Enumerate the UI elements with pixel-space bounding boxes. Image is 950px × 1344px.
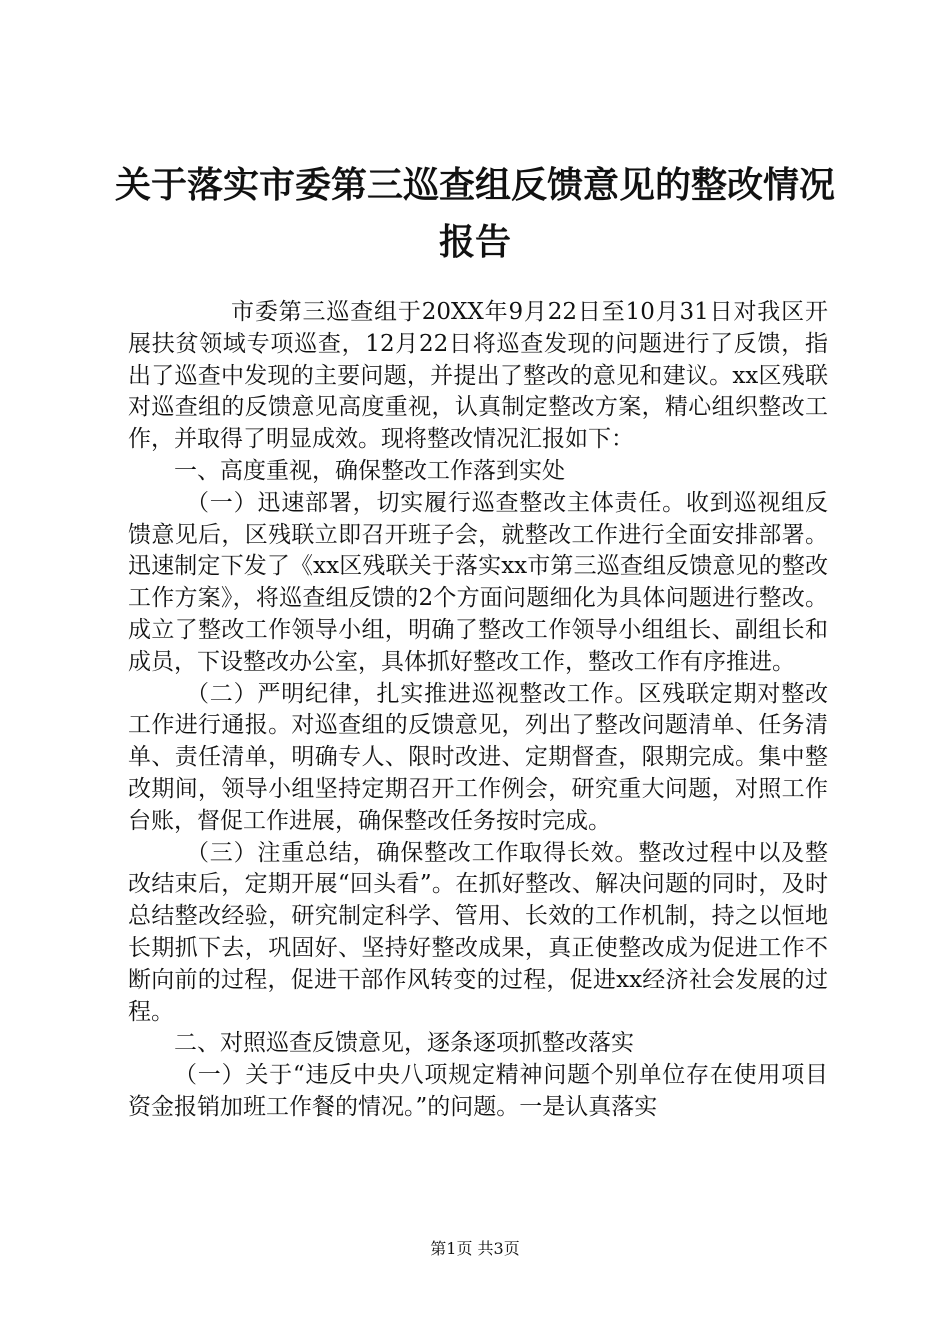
section-heading-1: 一、高度重视，确保整改工作落到实处 — [174, 457, 565, 484]
subsection-paragraph-1: （一）迅速部署，切实履行巡查整改主体责任。收到巡视组反馈意见后，区残联立即召开班子会，就整改工作进行全面安排部署。迅速制定下发了《xx区残联关于落实xx市第三巡查组反馈意见的整改工作方案》，将巡查组反馈的2个方面问题细化为具体问题进行整改。成立了整改工作领导小组，明确了整改工作领导小组组长、副组长和成员，下设整改办公室，具体抓好整改工作，整改工作有序推进。 — [128, 489, 828, 675]
subsection-paragraph-4: （一）关于“违反中央八项规定精神问题个别单位存在使用项目资金报销加班工作餐的情况。”的问题。一是认真落实 — [128, 1062, 828, 1120]
document-body — [128, 297, 828, 1124]
section-heading-2: 二、对照巡查反馈意见，逐条逐项抓整改落实 — [174, 1030, 634, 1057]
page-footer: 第1页 共3页 — [430, 1239, 520, 1258]
subsection-paragraph-3: （三）注重总结，确保整改工作取得长效。整改过程中以及整改结束后，定期开展“回头看”。在抓好整改、解决问题的同时，及时总结整改经验，研究制定科学、管用、长效的工作机制，持之以恒地长期抓下去，巩固好、坚持好整改成果，真正使整改成为促进工作不断向前的过程，促进干部作风转变的过程，促进xx经济社会发展的过程。 — [128, 839, 828, 1025]
document-title-line-1: 关于落实市委第三巡查组反馈意见的整改情况 — [114, 164, 835, 206]
intro-paragraph: 市委第三巡查组于20XX年9月22日至10月31日对我区开展扶贫领域专项巡查，12月22日将巡查发现的问题进行了反馈，指出了巡查中发现的主要问题，并提出了整改的意见和建议。xx区残联对巡查组的反馈意见高度重视，认真制定整改方案，精心组织整改工作，并取得了明显成效。现将整改情况汇报如下： — [128, 299, 828, 453]
subsection-paragraph-2: （二）严明纪律，扎实推进巡视整改工作。区残联定期对整改工作进行通报。对巡查组的反馈意见，列出了整改问题清单、任务清单、责任清单，明确专人、限时改进、定期督查，限期完成。集中整改期间，领导小组坚持定期召开工作例会，研究重大问题，对照工作台账，督促工作进展，确保整改任务按时完成。 — [128, 680, 828, 834]
document-title-line-2: 报告 — [438, 221, 511, 263]
